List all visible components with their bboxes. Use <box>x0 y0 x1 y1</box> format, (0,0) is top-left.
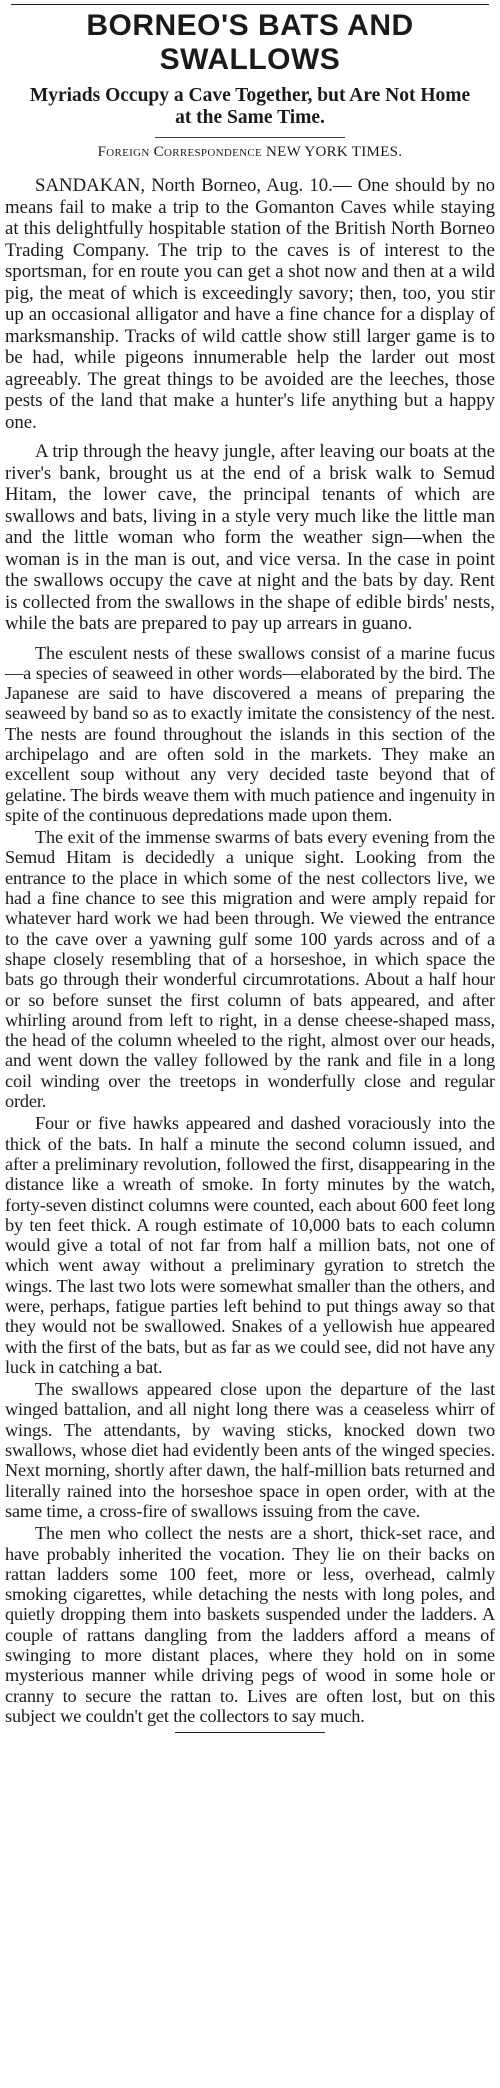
byline-credit: Foreign Correspondence NEW YORK TIMES. <box>97 144 403 160</box>
divider-rule <box>155 137 345 138</box>
subheadline: Myriads Occupy a Cave Together, but Are Not Home at the Same Time. <box>29 85 471 128</box>
end-rule <box>175 1732 325 1733</box>
paragraph-7: The men who collect the nests are a short, thick-set race, and have probably inherited the vocation. They lie on their backs on rattan ladders some 100 feet, more or less, overhead, calmly smoking cigarettes, while detaching the nests with long poles, and quietly dropping them into baskets suspended under the ladders. A couple of rattans dangling from the ladders afford a means of swinging to more distant places, where they hold on in some mysterious manner while driving pegs of wood in some hole or cranny to secure the rattan to. Lives are often lost, but on this subject we couldn't get the collectors to say much. <box>5 1523 495 1726</box>
news-article <box>5 0 495 1733</box>
paragraph-3: The esculent nests of these swallows consist of a marine fucus—a species of seaweed in other words—elaborated by the bird. The Japanese are said to have discovered a means of preparing the seaweed by band so as to exactly imitate the consistency of the nest. The nests are found throughout the islands in this section of the archipelago and are often sold in the markets. They make an excellent soup without any very decided taste beyond that of gelatine. The birds weave them with much patience and ingenuity in spite of the continuous depredations made upon them. <box>5 642 495 825</box>
paragraph-4: The exit of the immense swarms of bats every evening from the Semud Hitam is decidedly a unique sight. Looking from the entrance to the place in which some of the nest collectors live, we had a fine chance to see this migration and were amply repaid for whatever hard work we had been through. We viewed the entrance to the cave over a yawning gulf some 100 yards across and of a shape closely resembling that of a horseshoe, in which space the bats go through their wonderful circumrotations. About a half hour or so before sunset the first column of bats appeared, and after whirling around from left to right, in a dense cheese-shaped mass, the head of the column wheeled to the right, almost over our heads, and went down the valley followed by the rank and file in a long coil winding over the treetops in wonderfully close and regular order. <box>5 827 495 1112</box>
paragraph-5: Four or five hawks appeared and dashed voraciously into the thick of the bats. In half a minute the second column issued, and after a preliminary revolution, followed the first, disappearing in the distance like a wreath of smoke. In forty minutes by the watch, forty-seven distinct columns were counted, each about 600 feet long by ten feet thick. A rough estimate of 10,000 bats to each column would give a total of not far from half a million bats, not one of which went away without a preliminary gyration to stretch the wings. The last two lots were somewhat smaller than the others, and were, perhaps, fatigue parties left behind to put things away so that they would not be swallowed. Snakes of a yellowish hue appeared with the first of the bats, but as far as we could see, did not have any luck in catching a bat. <box>5 1113 495 1377</box>
paragraph-2: A trip through the heavy jungle, after leaving our boats at the river's bank, brought us at the end of a brisk walk to Semud Hitam, the lower cave, the principal tenants of which are swallows and bats, living in a style very much like the little man and the little woman who form the weather sign—when the woman is in the man is out, and vice versa. In the case in point the swallows occupy the cave at night and the bats by day. Rent is collected from the swallows in the shape of edible birds' nests, while the bats are prepared to pay up arrears in guano. <box>5 441 495 634</box>
paragraph-1: SANDAKAN, North Borneo, Aug. 10.— One should by no means fail to make a trip to the Gomanton Caves while staying at this delightfully hospitable station of the British North Borneo Trading Company. The trip to the caves is of interest to the sportsman, for en route you can get a shot now and then at a wild pig, the meat of which is exceedingly savory; then, too, you stir up an occasional alligator and have a fine chance for a display of marksmanship. Tracks of wild cattle show still larger game is to be had, while pigeons innumerable help the larder out most agreeably. The great things to be avoided are the leeches, those pests of the land that make a hunter's life anything but a happy one. <box>5 175 495 433</box>
paragraph-6: The swallows appeared close upon the departure of the last winged battalion, and all night long there was a ceaseless whirr of wings. The attendants, by waving sticks, knocked down two swallows, whose diet had evidently been ants of the winged species. Next morning, shortly after dawn, the half-million bats returned and literally rained into the horseshoe space in open order, with at the same time, a cross-fire of swallows issuing from the cave. <box>5 1379 495 1521</box>
top-rule <box>11 4 489 5</box>
headline: BORNEO'S BATS AND SWALLOWS <box>86 9 414 76</box>
